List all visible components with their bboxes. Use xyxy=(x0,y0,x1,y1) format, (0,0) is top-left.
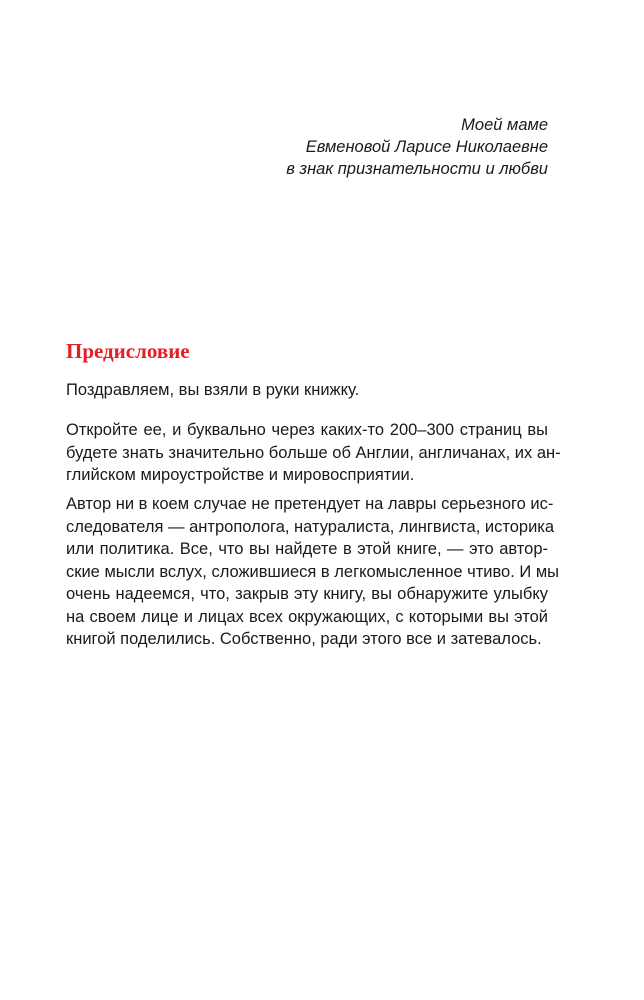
dedication-line: в знак признательности и любви xyxy=(286,160,548,178)
paragraph-line: следователя — антрополога, натуралиста, лингвиста, историка xyxy=(66,517,555,536)
paragraph-line: или политика. Все, что вы найдете в этой книге, — это автор- xyxy=(66,540,548,558)
paragraph-line: книгой поделились. Собственно, ради этого все и затевалось. xyxy=(66,630,542,648)
dedication-line: Моей маме xyxy=(461,116,548,134)
paragraph-line: Поздравляем, вы взяли в руки книжку. xyxy=(66,381,360,399)
paragraph-line: будете знать значительно больше об Англии, англичанах, их ан- xyxy=(66,443,561,462)
dedication xyxy=(286,114,548,180)
paragraph-line: Автор ни в коем случае не претендует на лавры серьезного ис- xyxy=(66,495,554,513)
paragraph-line: Откройте ее, и буквально через каких-то 200–300 страниц вы xyxy=(66,421,548,439)
paragraph-line: на своем лице и лицах всех окружающих, с которыми вы этой xyxy=(66,607,548,626)
preface-heading: Предисловие xyxy=(66,339,190,363)
paragraph-line: ские мысли вслух, сложившиеся в легкомысленное чтиво. И мы xyxy=(66,562,560,581)
paragraph-line: очень надеемся, что, закрыв эту книгу, вы обнаружите улыбку xyxy=(66,585,548,603)
preface-paragraph xyxy=(66,419,561,487)
preface-paragraph xyxy=(66,493,560,651)
paragraph-line: глийском мироустройстве и мировосприятии. xyxy=(66,466,415,484)
dedication-line: Евменовой Ларисе Николаевне xyxy=(305,138,548,156)
preface-paragraph xyxy=(66,379,548,402)
